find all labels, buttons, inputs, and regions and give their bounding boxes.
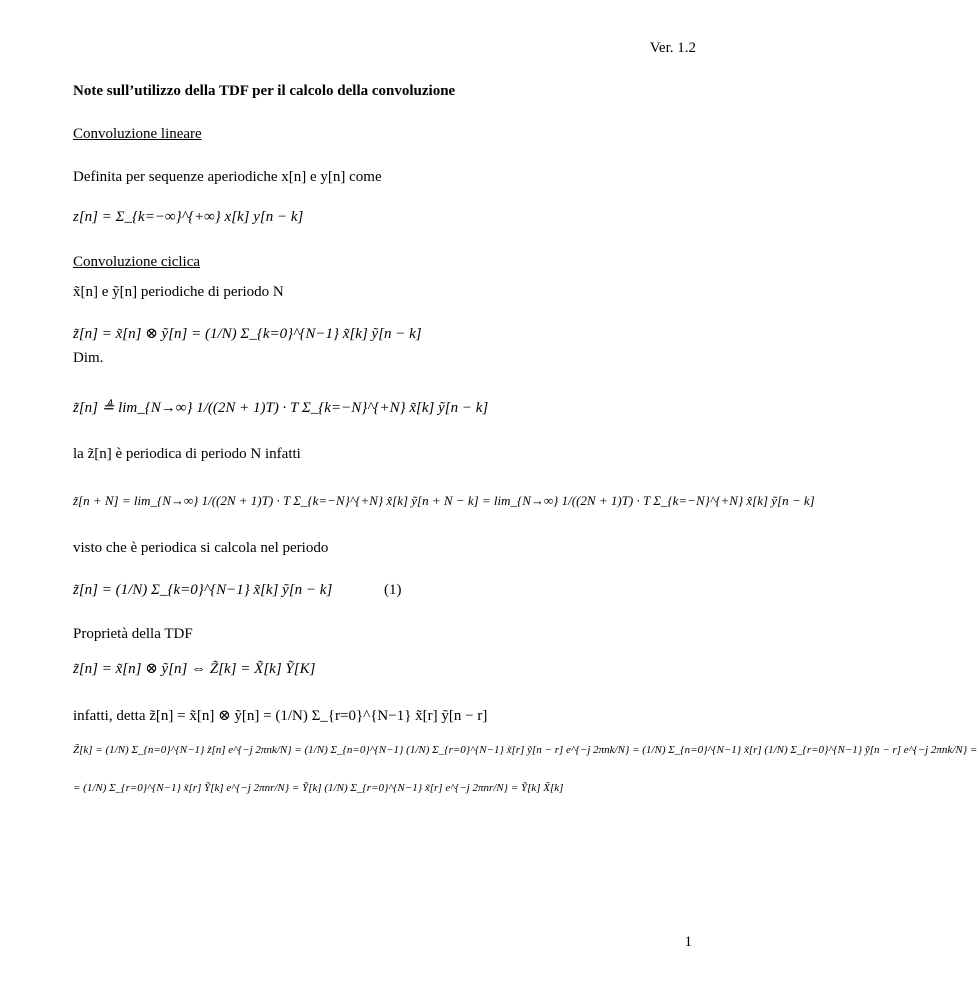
version-label: Ver. 1.2: [649, 40, 696, 56]
cyclic-convolution-formula: z̃[n] = x̃[n] ⊗ ỹ[n] = (1/N) Σ_{k=0}^{N−1} x̃[k] ỹ[n − k]: [73, 326, 422, 342]
cyclic-intro-text: x̃[n] e ỹ[n] periodiche di periodo N: [73, 284, 284, 300]
equation-number: (1): [384, 582, 402, 598]
tdf-intro-text: infatti, detta z̃[n] = x̃[n] ⊗ ỹ[n] = (1/N) Σ_{r=0}^{N−1} x̃[r] ỹ[n − r]: [73, 708, 488, 724]
document-title: Note sull’utilizzo della TDF per il calcolo della convoluzione: [73, 83, 456, 99]
tdf-property-formula: z̃[n] = x̃[n] ⊗ ỹ[n] ⇔ Z̃[k] = X̃[k] Ỹ[K]: [73, 661, 316, 677]
derivation-line-1: Z̃[k] = (1/N) Σ_{n=0}^{N−1} z̃[n] e^{−j 2πnk/N} = (1/N) Σ_{n=0}^{N−1} (1/N) Σ_{r=0}^{N−1} x̃[r] ỹ[n − r] e^{−j 2πnk/N} = (1/N) Σ_{n=0}^{N−1} x̃[r] (1/N) Σ_{r=0}^{N−1} ỹ[n − r] e^{−j 2πnk/N} =: [73, 744, 977, 756]
heading-linear-convolution: Convoluzione lineare: [73, 126, 202, 142]
derivation-line-2: = (1/N) Σ_{r=0}^{N−1} x̃[r] Ỹ[k] e^{−j 2πnr/N} = Ỹ[k] (1/N) Σ_{r=0}^{N−1} x̃[r] e^{−j 2πnr/N} = Ỹ[k] X̃[k]: [73, 782, 564, 794]
dim-label: Dim.: [73, 350, 104, 366]
period-text: visto che è periodica si calcola nel periodo: [73, 540, 329, 556]
page-number: 1: [684, 934, 692, 950]
linear-convolution-formula: z[n] = Σ_{k=−∞}^{+∞} x[k] y[n − k]: [73, 209, 304, 225]
period-formula: z̃[n] = (1/N) Σ_{k=0}^{N−1} x̃[k] ỹ[n − k]: [73, 582, 333, 598]
linear-intro-text: Definita per sequenze aperiodiche x[n] e y[n] come: [73, 169, 382, 185]
heading-tdf-property: Proprietà della TDF: [73, 626, 193, 642]
periodicity-text: la z̃[n] è periodica di periodo N infatti: [73, 446, 301, 462]
periodicity-formula: z̃[n + N] = lim_{N→∞} 1/((2N + 1)T) · T Σ_{k=−N}^{+N} x̃[k] ỹ[n + N − k] = lim_{N→∞} 1/((2N + 1)T) · T Σ_{k=−N}^{+N} x̃[k] ỹ[n − k]: [73, 493, 815, 508]
cyclic-definition-formula: z̃[n] ≜ lim_{N→∞} 1/((2N + 1)T) · T Σ_{k=−N}^{+N} x̃[k] ỹ[n − k]: [73, 400, 489, 416]
heading-cyclic-convolution: Convoluzione ciclica: [73, 254, 201, 270]
